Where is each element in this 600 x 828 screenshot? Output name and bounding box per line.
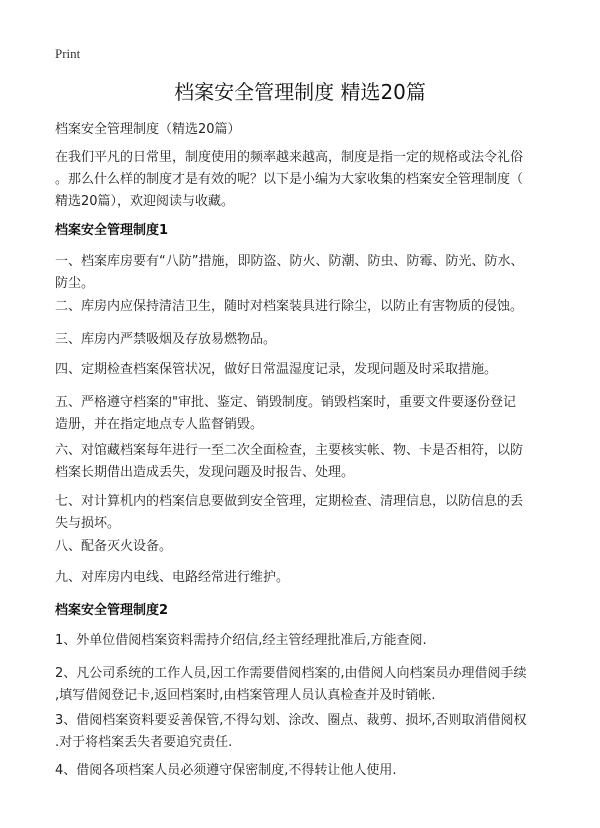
list-item-line: 防尘。 [55,276,95,291]
print-link[interactable]: Print [55,46,81,61]
list-item-line: 1、外单位借阅档案资料需持介绍信,经主管经理批准后,方能查阅. [55,633,427,648]
list-item-line: 四、定期检查档案保管状况，做好日常温湿度记录，发现问题及时采取措施。 [55,362,498,377]
list-item [55,359,497,381]
list-item [55,710,527,754]
section-heading-1: 档案安全管理制度1 [55,223,169,238]
list-item-line: 二、库房内应保持清洁卫生，随时对档案装具进行除尘，以防止有害物质的侵蚀。 [55,299,524,314]
list-item [55,567,289,589]
list-item-line: 4、借阅各项档案人员必须遵守保密制度,不得转让他人使用. [55,763,397,778]
list-item-line: 七、对计算机内的档案信息要做到安全管理，定期检查、清理信息，以防信息的丢 [55,494,524,509]
subtitle: 档案安全管理制度（精选20篇） [55,122,241,137]
page-title: 档案安全管理制度 精选20篇 [174,80,426,104]
list-item [55,491,523,535]
list-item-line: 八、配备灭火设备。 [55,539,173,554]
list-item-line: 失与损坏。 [55,516,121,531]
list-item [55,630,427,652]
list-item [55,663,527,707]
list-item-line: 造册，并在指定地点专人监督销毁。 [55,417,264,432]
intro-paragraph [55,147,523,213]
section-heading-2: 档案安全管理制度2 [55,603,169,618]
list-item [55,329,276,351]
list-item-line: .对于将档案丢失者要追究责任. [55,735,233,750]
list-item [55,296,523,318]
list-item [55,440,523,484]
list-item-line: 3、借阅档案资料要妥善保管,不得勾划、涂改、圈点、裁剪、损坏,否则取消借阅权 [55,713,527,728]
list-item-line: 一、档案库房要有“八防”措施，即防盗、防火、防潮、防虫、防霉、防光、防水、 [55,254,524,269]
list-item-line: 五、严格遵守档案的"审批、鉴定、销毁制度。销毁档案时，重要文件要逐份登记 [55,395,516,410]
intro-line: 。那么什么样的制度才是有效的呢？以下是小编为大家收集的档案安全管理制度（ [55,172,524,187]
list-item [55,760,397,782]
list-item [55,251,523,295]
list-item [55,536,172,558]
list-item-line: ,填写借阅登记卡,返回档案时,由档案管理人员认真检查并及时销帐. [55,688,436,703]
intro-line: 精选20篇），欢迎阅读与收藏。 [55,194,235,209]
list-item-line: 六、对馆藏档案每年进行一至二次全面检查，主要核实帐、物、卡是否相符，以防 [55,443,524,458]
intro-line: 在我们平凡的日常里，制度使用的频率越来越高，制度是指一定的规格或法令礼俗 [55,150,524,165]
list-item-line: 九、对库房内电线、电路经常进行维护。 [55,570,290,585]
list-item-line: 档案长期借出造成丢失，发现问题及时报告、处理。 [55,465,355,480]
list-item-line: 2、凡公司系统的工作人员,因工作需要借阅档案的,由借阅人向档案员办理借阅手续 [55,666,527,681]
list-item-line: 三、库房内严禁吸烟及存放易燃物品。 [55,332,277,347]
list-item [55,392,516,436]
